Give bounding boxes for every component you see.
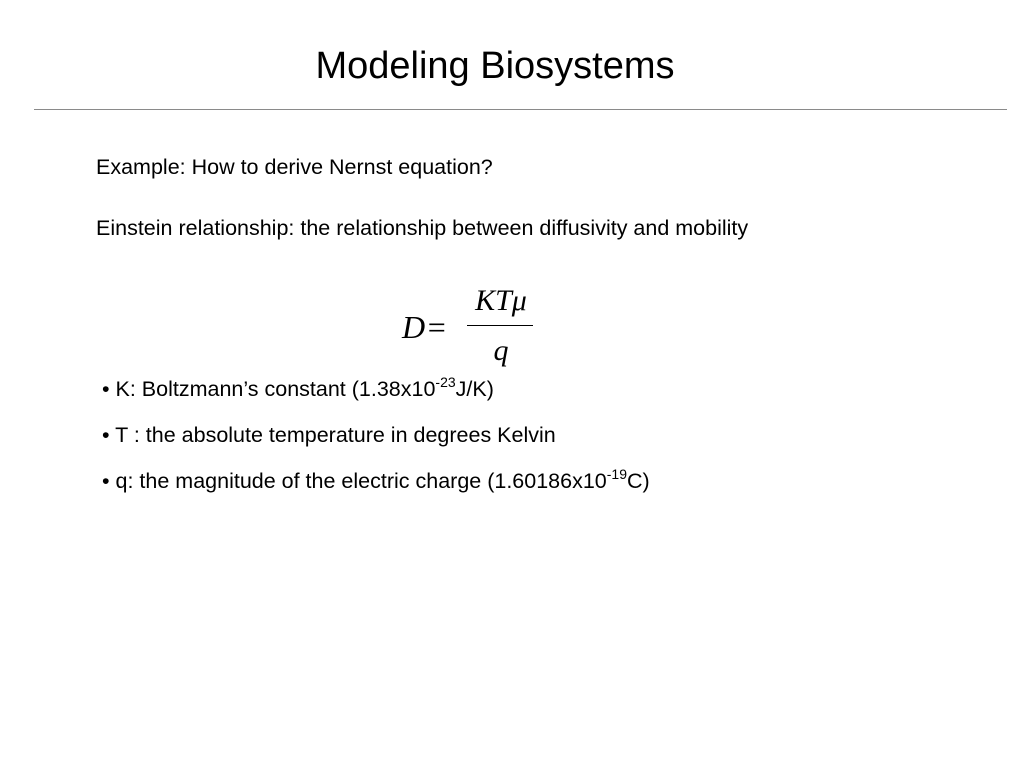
equation-denominator: q [493, 334, 509, 367]
bullet-electric-charge [102, 468, 650, 494]
bullet-exponent: -19 [606, 466, 627, 482]
bullet-boltzmann-constant [102, 376, 650, 402]
bullet-marker: • [102, 423, 110, 447]
equation-lhs [402, 309, 446, 345]
equation-variable-d: D [402, 309, 426, 345]
equation-equals-sign: = [427, 309, 446, 345]
bullet-marker: • [102, 377, 110, 401]
definitions-list [102, 376, 650, 514]
equation-fraction-bar [467, 325, 533, 326]
bullet-text: T : the absolute temperature in degrees Kelvin [115, 423, 556, 447]
bullet-temperature [102, 422, 650, 448]
bullet-exponent: -23 [435, 374, 456, 390]
bullet-text: q: the magnitude of the electric charge (1.60186x10 [115, 469, 607, 493]
bullet-unit: J/K) [455, 377, 494, 401]
bullet-marker: • [102, 469, 110, 493]
example-paragraph: Example: How to derive Nernst equation? [96, 155, 493, 179]
bullet-text: K: Boltzmann’s constant (1.38x10 [115, 377, 436, 401]
bullet-unit: C) [627, 469, 650, 493]
einstein-equation [400, 284, 540, 374]
equation-numerator: KTμ [475, 284, 527, 317]
title-divider [34, 109, 1007, 110]
slide-title: Modeling Biosystems [315, 45, 675, 87]
einstein-relationship-paragraph: Einstein relationship: the relationship between diffusivity and mobility [96, 216, 749, 240]
